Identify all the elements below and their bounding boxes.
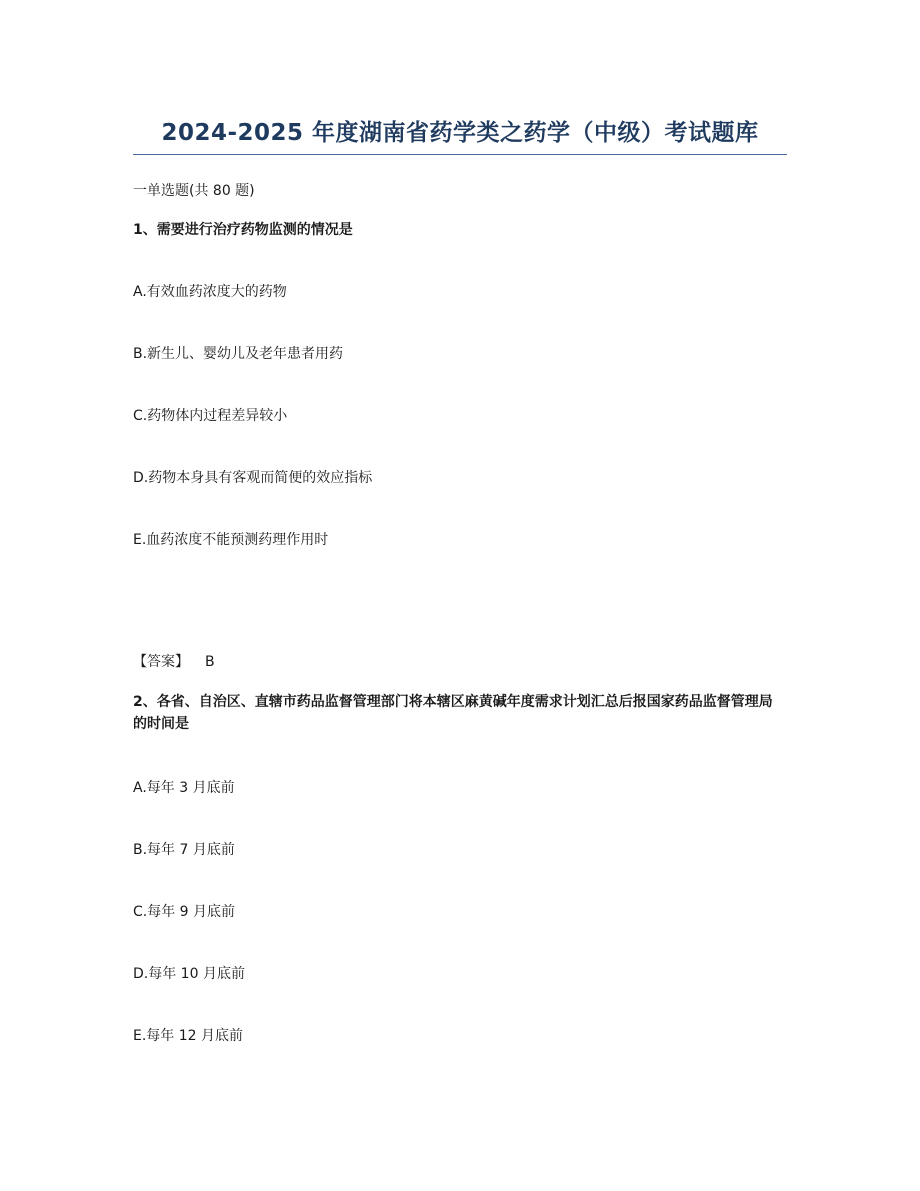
question-1-option-d: D.药物本身具有客观而简便的效应指标 — [133, 470, 373, 486]
document-title: 2024-2025 年度湖南省药学类之药学（中级）考试题库 — [161, 120, 759, 146]
question-1-option-b: B.新生儿、婴幼儿及老年患者用药 — [133, 346, 344, 362]
question-1-option-a: A.有效血药浓度大的药物 — [133, 284, 287, 300]
answer-value: B — [205, 654, 215, 670]
question-2-option-c: C.每年 9 月底前 — [133, 904, 236, 920]
question-2-option-b: B.每年 7 月底前 — [133, 842, 235, 858]
question-1-option-c: C.药物体内过程差异较小 — [133, 408, 288, 424]
question-2-stem: 2、各省、自治区、直辖市药品监督管理部门将本辖区麻黄碱年度需求计划汇总后报国家药品监督管理局的时间是 — [133, 694, 773, 732]
section-heading: 一单选题(共 80 题) — [133, 183, 255, 199]
question-1-option-e: E.血药浓度不能预测药理作用时 — [133, 532, 329, 548]
question-1-answer — [133, 652, 215, 672]
question-2-option-e: E.每年 12 月底前 — [133, 1028, 244, 1044]
title-underline — [133, 154, 787, 155]
answer-label: 【答案】 — [133, 654, 189, 670]
question-2-option-d: D.每年 10 月底前 — [133, 966, 245, 982]
question-2-option-a: A.每年 3 月底前 — [133, 780, 235, 796]
question-1-stem: 1、需要进行治疗药物监测的情况是 — [133, 222, 353, 238]
